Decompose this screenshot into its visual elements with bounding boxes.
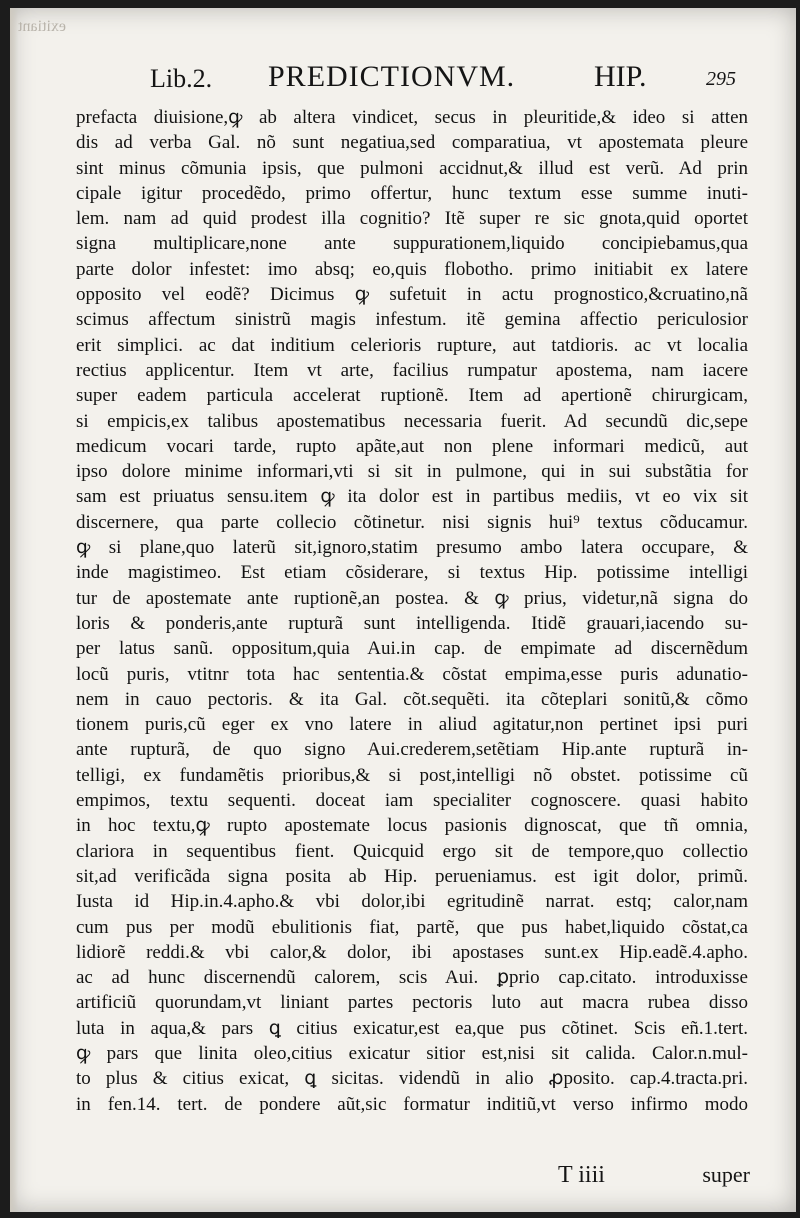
text-line: medicum vocari tarde, rupto apãte,aut non plene informari medicũ, aut (76, 435, 748, 457)
text-line: erit simplici. ac dat inditium celerioris rupture, aut tatdioris. ac vt localia (76, 334, 748, 356)
text-line: inde magistimeo. Est etiam cõsiderare, si textus Hip. potissime intelligi (76, 562, 748, 584)
text-line: scimus affectum sinistrũ magis infestum. itẽ gemina affectio periculosior (76, 309, 748, 331)
text-line: ante rupturã, de quo signo Aui.crederem,setẽtiam Hip.ante rupturã in- (76, 739, 748, 761)
text-line: signa multiplicare,none ante suppurationem,liquido concipiebamus,qua (76, 233, 748, 255)
text-line: sam est priuatus sensu.item ꝙ ita dolor est in partibus mediis, vt eo vix sit (76, 486, 748, 508)
text-line: parte dolor infestet: imo absq; eo,quis flobotho. primo initiabit ex latere (76, 258, 748, 280)
text-line: to plus & citius exicat, ꝗ sicitas. videndũ in alio ꝓposito. cap.4.tracta.pri. (76, 1068, 748, 1090)
text-line: artificiũ quorundam,vt liniant partes pectoris luto aut macra rubea disso (76, 992, 748, 1014)
text-line: in fen.14. tert. de pondere aũt,sic formatur inditiũ,vt verso infirmo modo (76, 1093, 748, 1115)
text-line: cipale igitur procedẽdo, primo offertur, hunc textum esse summe inuti- (76, 182, 748, 204)
page-footer (80, 1162, 750, 1192)
text-line: sit,ad verificãda signa posita ab Hip. perueniamus. est igit dolor, primũ. (76, 865, 748, 887)
text-line: tionem puris,cũ eger ex vno latere in aliud agitatur,non pertinet ipsi puri (76, 714, 748, 736)
scan-edge-shadow (10, 8, 18, 1212)
text-line: locũ puris, vtitnr tota hac sententia.& cõstat empima,esse puris adunatio- (76, 663, 748, 685)
text-line: ꝙ pars que linita oleo,citius exicatur sitior est,nisi sit calida. Calor.n.mul- (76, 1042, 748, 1064)
signature-mark: T iiii (558, 1162, 605, 1188)
text-line: ipso dolore minime informari,vti si sit in pulmone, qui in sui substãtia for (76, 461, 748, 483)
book-number: Lib.2. (150, 64, 213, 93)
text-line: Iusta id Hip.in.4.apho.& vbi dolor,ibi egritudinẽ narrat. estq; calor,nam (76, 891, 748, 913)
running-header (110, 60, 756, 100)
page-number: 295 (706, 68, 736, 90)
bleed-through-text: exitiant (18, 18, 66, 35)
text-line: in hoc textu,ꝙ rupto apostemate locus pasionis dignoscat, que tñ omnia, (76, 815, 748, 837)
text-line: super eadem particula accelerat ruptionẽ. Item ad apertionẽ chirurgicam, (76, 385, 748, 407)
text-line: luta in aqua,& pars ꝗ citius exicatur,est ea,que pus cõtinet. Scis eñ.1.tert. (76, 1017, 748, 1039)
text-line: opposito vel eodẽ? Dicimus ꝙ sufetuit in actu prognostico,&cruatino,nã (76, 284, 748, 306)
text-line: sint minus cõmunia ipsis, que pulmoni accidnut,& illud est verũ. Ad prin (76, 157, 748, 179)
author-abbreviation: HIP. (594, 60, 647, 93)
text-line: nem in cauo pectoris. & ita Gal. cõt.sequẽti. ita cõteplari sonitũ,& cõmo (76, 688, 748, 710)
text-line: ꝙ si plane,quo laterũ sit,ignoro,statim presumo ambo latera occupare, & (76, 537, 748, 559)
text-line: telligi, ex fundamẽtis prioribus,& si post,intelligi nõ obstet. potissime cũ (76, 764, 748, 786)
text-line: si empicis,ex talibus apostematibus necessaria fuerit. Ad secundũ dic,sepe (76, 410, 748, 432)
text-line: cum pus per modũ ebulitionis fiat, partẽ, que pus habet,liquido cõstat,ca (76, 916, 748, 938)
text-line: lem. nam ad quid prodest illa cognitio? Itẽ super re sic gnota,quid oportet (76, 208, 748, 230)
text-line: dis ad verba Gal. nõ sunt negatiua,sed comparatiua, vt apostemata pleure (76, 132, 748, 154)
text-line: rectius applicentur. Item vt arte, facilius rumpatur apostema, nam iacere (76, 359, 748, 381)
book-page (10, 8, 796, 1212)
text-line: prefacta diuisione,ꝙ ab altera vindicet, secus in pleuritide,& ideo si atten (76, 107, 748, 128)
running-title: PREDICTIONVM. (268, 60, 516, 93)
text-line: discernere, qua parte collecio cõtinetur. nisi signis hui⁹ textus cõducamur. (76, 511, 748, 533)
text-line: ac ad hunc discernendũ calorem, scis Aui. ꝑprio cap.citato. introduxisse (76, 967, 748, 989)
text-line: lidiorẽ reddi.& vbi calor,& dolor, ibi apostases sunt.ex Hip.eadẽ.4.apho. (76, 941, 748, 963)
text-line: per latus sanũ. oppositum,quia Aui.in cap. de empimate ad discernẽdum (76, 638, 748, 660)
text-line: clariora in sequentibus fient. Quicquid ergo sit de tempore,quo collectio (76, 840, 748, 862)
text-line: tur de apostemate ante ruptionẽ,an postea. & ꝙ prius, videtur,nã signa do (76, 587, 748, 609)
main-text-block (76, 105, 748, 1117)
text-line: empimos, textu sequenti. doceat iam specialiter cognoscere. quasi habito (76, 790, 748, 812)
catchword: super (702, 1162, 750, 1187)
text-line: loris & ponderis,ante rupturã sunt intelligenda. Itidẽ grauari,iacendo su- (76, 612, 748, 634)
